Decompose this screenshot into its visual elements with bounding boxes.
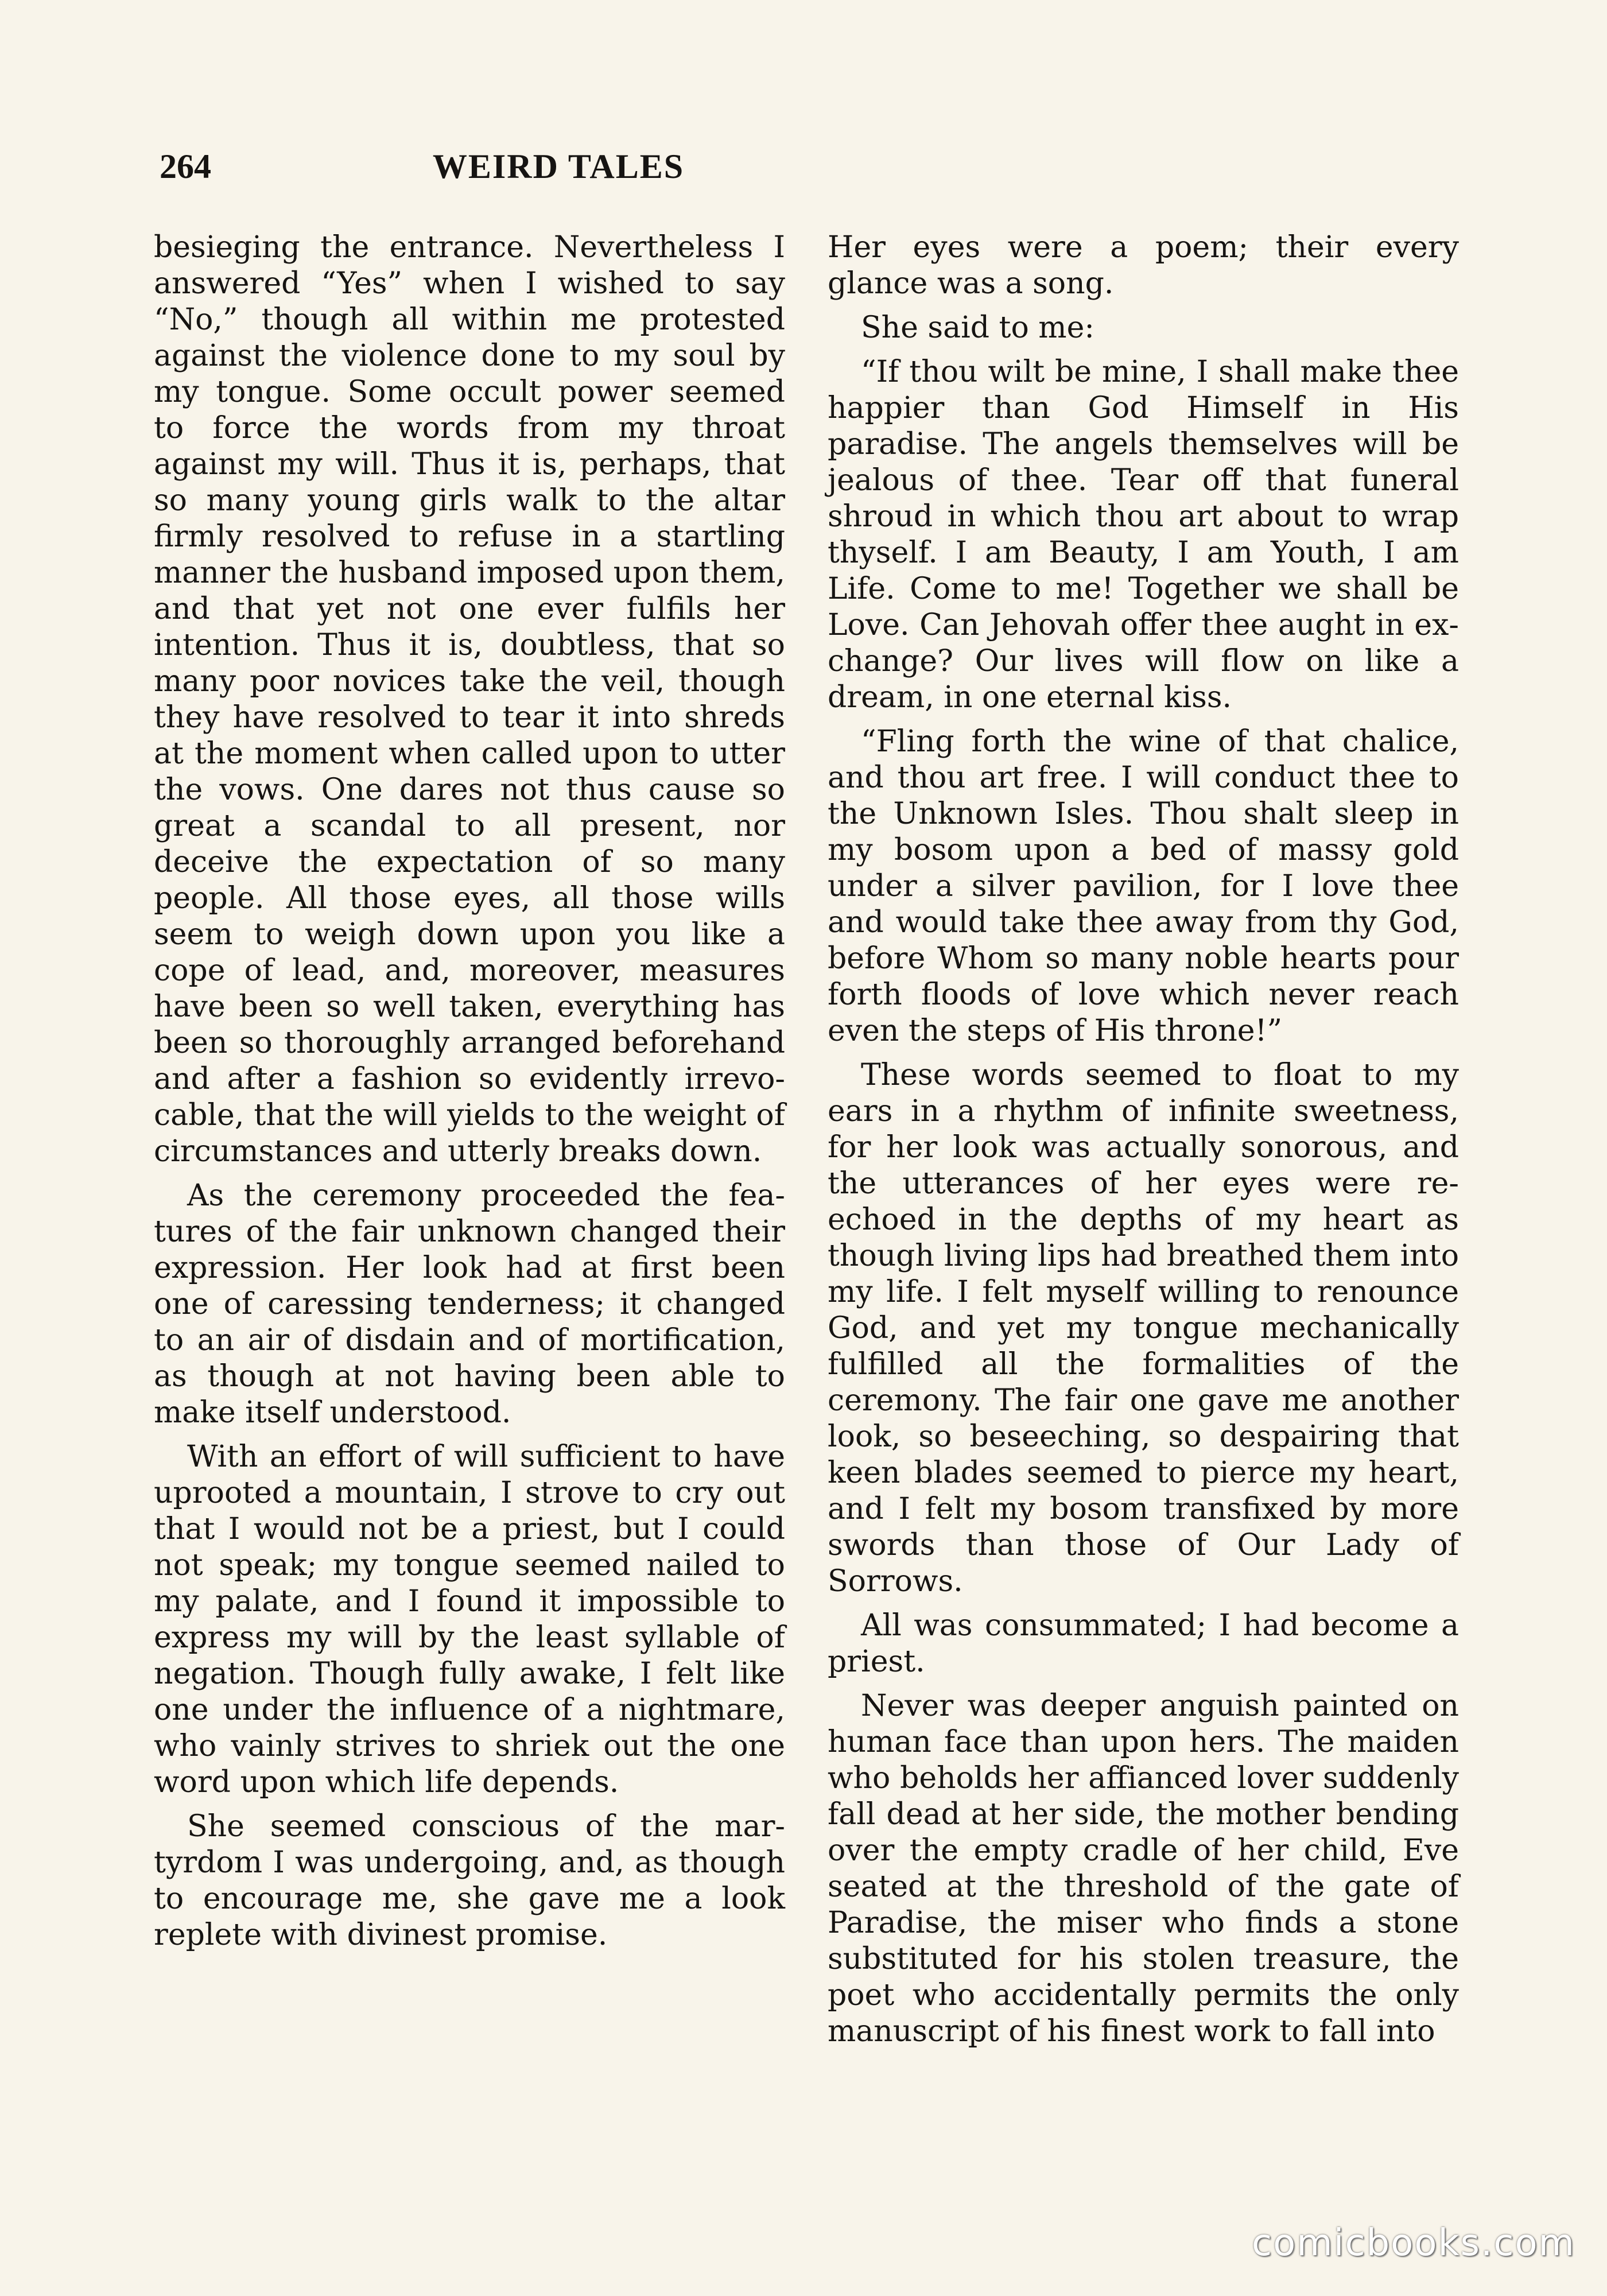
paragraph: She seemed conscious of the martyrdom I was undergoing, and, as though to encourage me, she gave me a look replete with divinest promise. <box>154 1809 785 1952</box>
paragraph: Her eyes were a poem; their every glance was a song. <box>828 230 1459 301</box>
page-number: 264 <box>160 148 211 185</box>
paragraph: With an effort of will sufficient to have uprooted a mountain, I strove to cry out that I would not be a priest, but I could not speak; my tongue seemed nailed to my palate, and I found it impossible to express my will by the least syllable of negation. Though fully awake, I felt like one under the influence of a nightmare, who vainly strives to shriek out the one word upon which life depends. <box>154 1440 785 1799</box>
right-column <box>828 230 1459 2058</box>
paragraph: “If thou wilt be mine, I shall make thee happier than God Himself in His paradise. The angels themselves will be jealous of thee. Tear off that funeral shroud in which thou art about to wrap thyself. I am Beauty, I am Youth, I am Life. Come to me! Together we shall be Love. Can Jehovah offer thee aught in exchange? Our lives will flow on like a dream, in one eternal kiss. <box>828 355 1459 715</box>
paragraph: Never was deeper anguish painted on human face than upon hers. The maiden who beholds her affianced lover suddenly fall dead at her side, the mother bending over the empty cradle of her child, Eve seated at the threshold of the gate of Paradise, the miser who finds a stone substituted for his stolen treasure, the poet who accidentally permits the only manuscript of his finest work to fall into <box>828 1689 1459 2049</box>
left-column <box>154 230 785 1961</box>
paragraph: All was consummated; I had become a priest. <box>828 1608 1459 1679</box>
watermark: comicbooks.com <box>1251 2222 1575 2264</box>
paragraph: These words seemed to float to my ears in a rhythm of infinite sweetness, for her look was actually sonorous, and the utterances of her eyes were re-echoed in the depths of my heart as though living lips had breathed them into my life. I felt myself willing to renounce God, and yet my tongue mechanically fulfilled all the formalities of the ceremony. The fair one gave me another look, so beseeching, so despairing that keen blades seemed to pierce my heart, and I felt my bosom transfixed by more swords than those of Our Lady of Sorrows. <box>828 1058 1459 1599</box>
paragraph: As the ceremony proceeded the features of the fair unknown changed their expression. Her look had at first been one of caressing tenderness; it changed to an air of disdain and of mortification, as though at not having been able to make itself understood. <box>154 1178 785 1430</box>
page-header <box>160 144 957 189</box>
running-head: WEIRD TALES <box>432 148 685 185</box>
paragraph: besieging the entrance. Nevertheless I answered “Yes” when I wished to say “No,” though all within me protested against the violence done to my soul by my tongue. Some occult power seemed to force the words from my throat against my will. Thus it is, perhaps, that so many young girls walk to the altar firmly resolved to refuse in a startling manner the husband imposed upon them, and that yet not one ever fulfils her intention. Thus it is, doubtless, that so many poor novices take the veil, though they have resolved to tear it into shreds at the moment when called upon to utter the vows. One dares not thus cause so great a scandal to all present, nor deceive the expectation of so many people. All those eyes, all those wills seem to weigh down upon you like a cope of lead, and, moreover, measures have been so well taken, everything has been so thoroughly arranged beforehand and after a fashion so evidently irrevocable, that the will yields to the weight of circumstances and utterly breaks down. <box>154 230 785 1169</box>
paragraph: She said to me: <box>861 311 1094 345</box>
paragraph: “Fling forth the wine of that chalice, and thou art free. I will conduct thee to the Unknown Isles. Thou shalt sleep in my bosom upon a bed of massy gold under a silver pavilion, for I love thee and would take thee away from thy God, before Whom so many noble hearts pour forth floods of love which never reach even the steps of His throne!” <box>828 724 1459 1048</box>
